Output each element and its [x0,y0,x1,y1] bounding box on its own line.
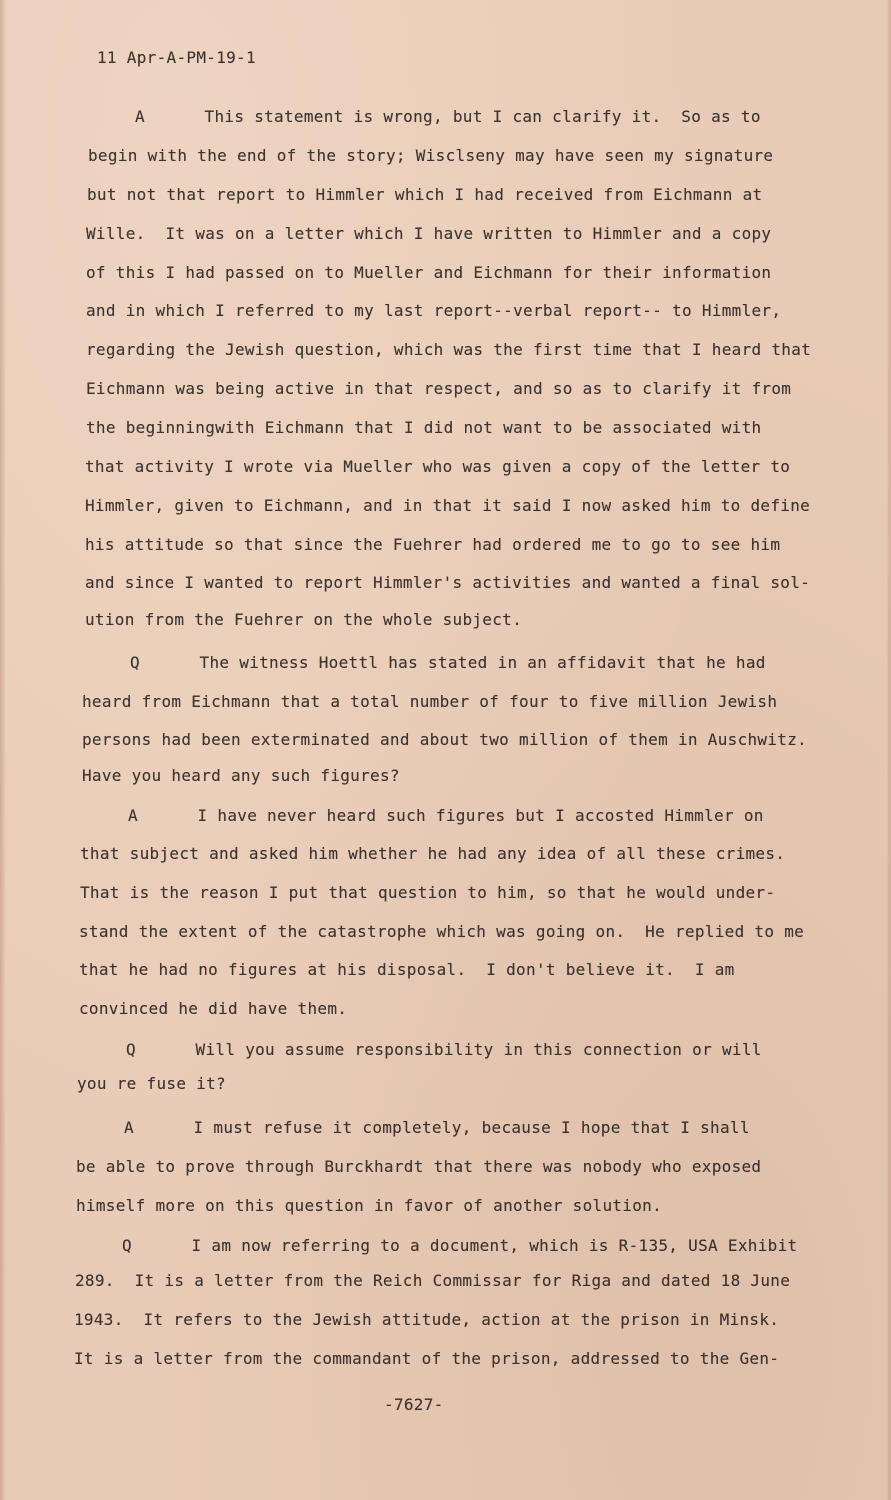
text-line: A This statement is wrong, but I can clarify it. So as to [135,107,761,126]
page-header: 11 Apr-A-PM-19-1 [97,48,256,67]
text-line: Have you heard any such figures? [82,766,400,785]
text-line: and in which I referred to my last report--verbal report-- to Himmler, [86,301,782,320]
text-line: ution from the Fuehrer on the whole subject. [85,610,523,629]
text-line: A I must refuse it completely, because I hope that I shall [124,1118,750,1137]
text-line: and since I wanted to report Himmler's activities and wanted a final sol- [85,573,811,592]
text-line: that subject and asked him whether he had any idea of all these crimes. [80,844,786,863]
text-line: That is the reason I put that question to him, so that he would under- [80,883,776,902]
text-line: convinced he did have them. [79,999,348,1018]
page-edge-right [886,0,891,1500]
text-line: Q Will you assume responsibility in this connection or will [126,1040,762,1059]
text-line: Eichmann was being active in that respect, and so as to clarify it from [86,379,792,398]
text-line: Wille. It was on a letter which I have written to Himmler and a copy [86,224,772,243]
text-line: of this I had passed on to Mueller and Eichmann for their information [86,263,772,282]
text-line: 289. It is a letter from the Reich Commissar for Riga and dated 18 June [75,1271,791,1290]
text-line: Q The witness Hoettl has stated in an affidavit that he had [130,653,766,672]
text-line: begin with the end of the story; Wisclseny may have seen my signature [88,146,774,165]
text-line: stand the extent of the catastrophe which was going on. He replied to me [79,922,805,941]
text-line: regarding the Jewish question, which was the first time that I heard that [86,340,812,359]
text-line: the beginningwith Eichmann that I did not want to be associated with [86,418,762,437]
text-line: that he had no figures at his disposal. I don't believe it. I am [79,960,735,979]
text-line: Himmler, given to Eichmann, and in that it said I now asked him to define [85,496,811,515]
text-line: persons had been exterminated and about two million of them in Auschwitz. [82,730,808,749]
text-line: but not that report to Himmler which I had received from Eichmann at [87,185,763,204]
text-line: 1943. It refers to the Jewish attitude, action at the prison in Minsk. [74,1310,780,1329]
text-line: you re fuse it? [77,1074,226,1093]
text-line: It is a letter from the commandant of the prison, addressed to the Gen- [74,1349,780,1368]
text-line: his attitude so that since the Fuehrer had ordered me to go to see him [85,535,781,554]
text-line: A I have never heard such figures but I accosted Himmler on [128,806,764,825]
page-number: -7627- [384,1395,444,1414]
text-line: heard from Eichmann that a total number of four to five million Jewish [82,692,778,711]
page-edge-left [0,0,6,1500]
text-line: that activity I wrote via Mueller who was given a copy of the letter to [85,457,791,476]
text-line: be able to prove through Burckhardt that there was nobody who exposed [76,1157,762,1176]
text-line: himself more on this question in favor of another solution. [76,1196,663,1215]
text-line: Q I am now referring to a document, which is R-135, USA Exhibit [122,1236,798,1255]
